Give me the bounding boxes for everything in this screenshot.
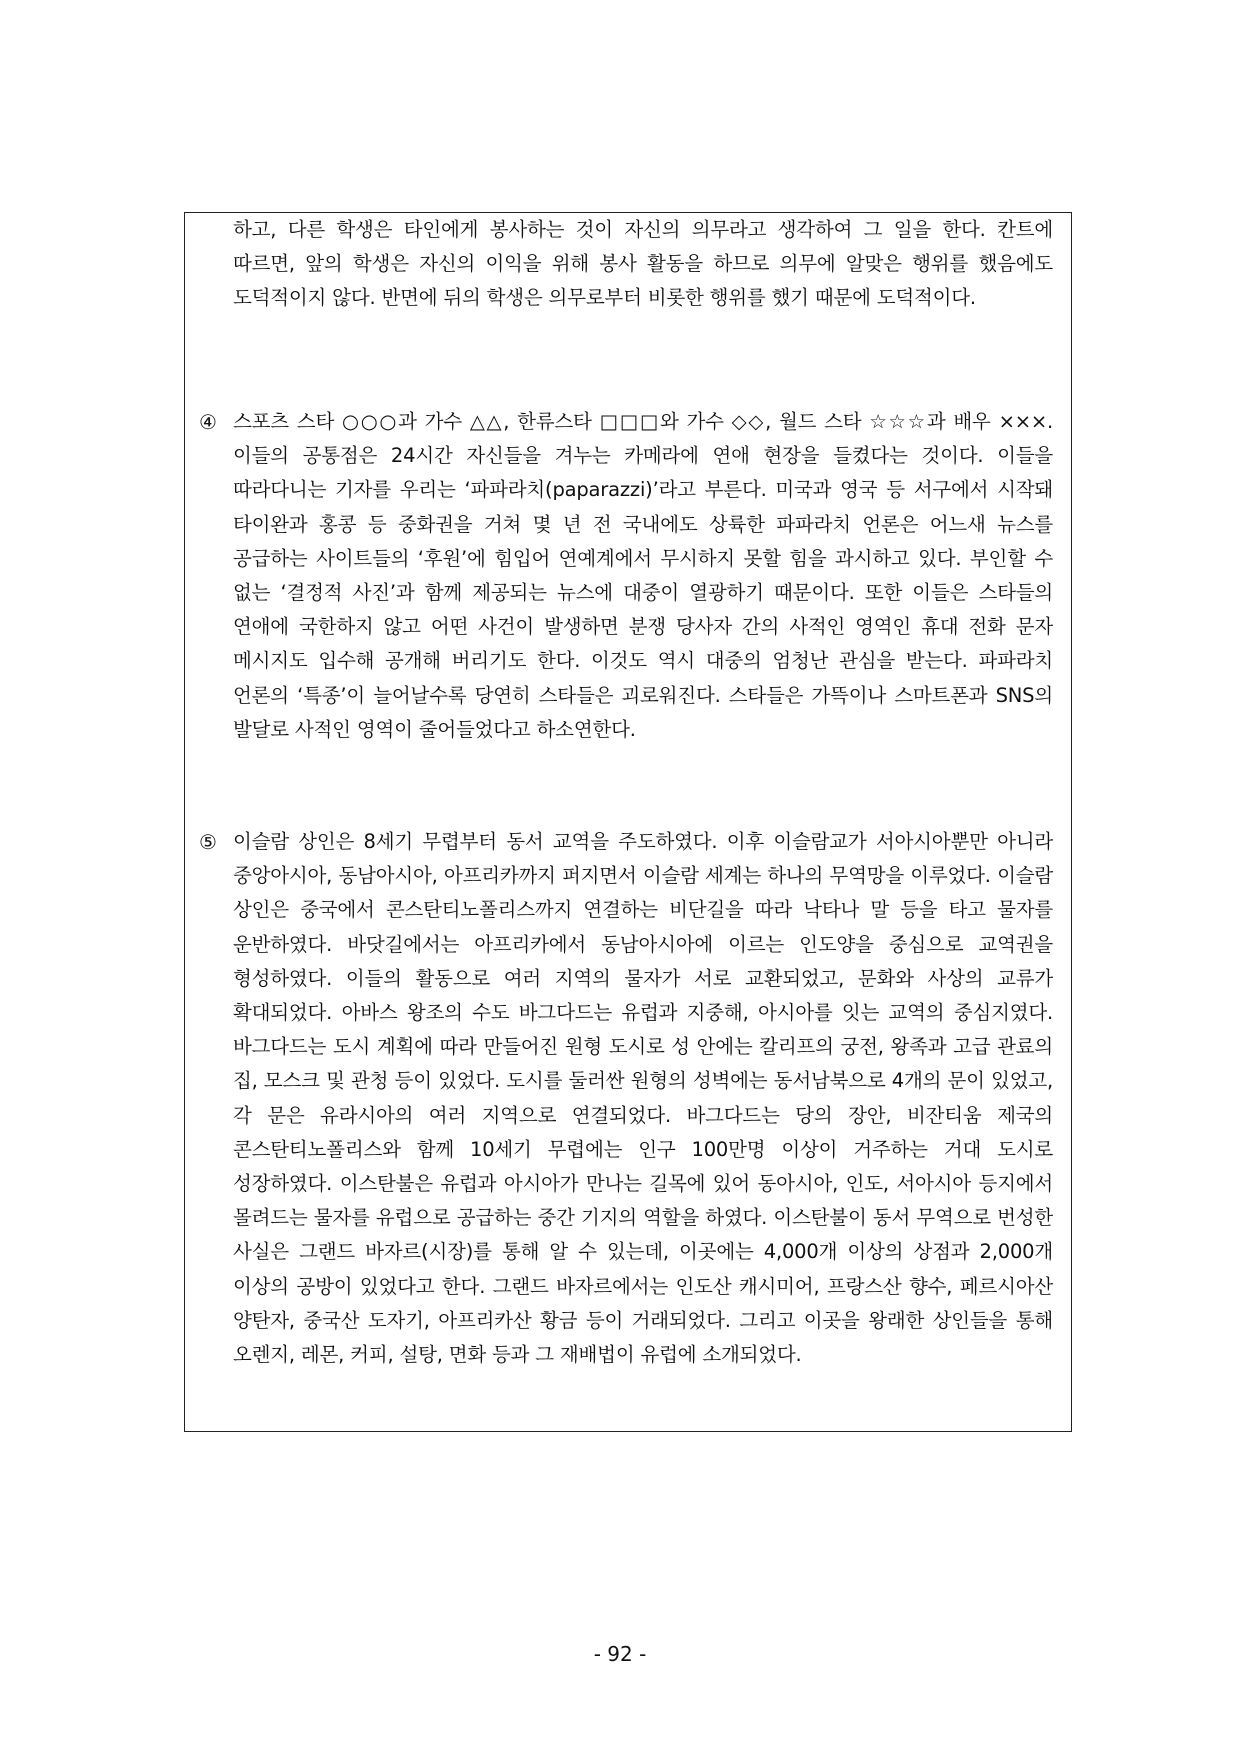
paragraph-text: 스포츠 스타 ○○○과 가수 △△, 한류스타 □□□와 가수 ◇◇, 월드 스타 ☆☆☆과 배우 ×××. 이들의 공통점은 24시간 자신들을 겨누는 카메라에 연애 현장을 들켰다는 것이다. 이들을 따라다니는 기자를 우리는 ‘파파라치(paparazzi)’라고 부른다. 미국과 영국 등 서구에서 시작돼 타이완과 홍콩 등 중화권을 거쳐 몇 년 전 국내에도 상륙한 파파라치 언론은 어느새 뉴스를 공급하는 사이트들의 ‘후원’에 힘입어 연예계에서 무시하지 못할 힘을 과시하고 있다. 부인할 수 없는 ‘결정적 사진’과 함께 제공되는 뉴스에 대중이 열광하기 때문이다. 또한 이들은 스타들의 연애에 국한하지 않고 어떤 사건이 발생하면 분쟁 당사자 간의 사적인 영역인 휴대 전화 문자 메시지도 입수해 공개해 버리기도 한다. 이것도 역시 대중의 엄청난 관심을 받는다. 파파라치 언론의 ‘특종’이 늘어날수록 당연히 스타들은 괴로워진다. 스타들은 가뜩이나 스마트폰과 SNS의 발달로 사적인 영역이 줄어들었다고 하소연한다.: [233, 410, 1053, 741]
paragraph-text: 하고, 다른 학생은 타인에게 봉사하는 것이 자신의 의무라고 생각하여 그 일을 한다. 칸트에 따르면, 앞의 학생은 자신의 이익을 위해 봉사 활동을 하므로 의무에 알맞은 행위를 했음에도 도덕적이지 않다. 반면에 뒤의 학생은 의무로부터 비롯한 행위를 했기 때문에 도덕적이다.: [233, 218, 1053, 310]
item-number-marker: ⑤: [199, 830, 217, 854]
page-number: - 92 -: [593, 1642, 647, 1666]
content-box: [184, 212, 1072, 1432]
paragraph-continuation: [233, 213, 1053, 316]
item-number-marker: ④: [199, 410, 217, 434]
paragraph-item-4: [199, 405, 1053, 747]
paragraph-item-5: [199, 825, 1053, 1372]
paragraph-text: 이슬람 상인은 8세기 무렵부터 동서 교역을 주도하였다. 이후 이슬람교가 서아시아뿐만 아니라 중앙아시아, 동남아시아, 아프리카까지 퍼지면서 이슬람 세계는 하나의 무역망을 이루었다. 이슬람 상인은 중국에서 콘스탄티노폴리스까지 연결하는 비단길을 따라 낙타나 말 등을 타고 물자를 운반하였다. 바닷길에서는 아프리카에서 동남아시아에 이르는 인도양을 중심으로 교역권을 형성하였다. 이들의 활동으로 여러 지역의 물자가 서로 교환되었고, 문화와 사상의 교류가 확대되었다. 아바스 왕조의 수도 바그다드는 유럽과 지중해, 아시아를 잇는 교역의 중심지였다. 바그다드는 도시 계획에 따라 만들어진 원형 도시로 성 안에는 칼리프의 궁전, 왕족과 고급 관료의 집, 모스크 및 관청 등이 있었다. 도시를 둘러싼 원형의 성벽에는 동서남북으로 4개의 문이 있었고, 각 문은 유라시아의 여러 지역으로 연결되었다. 바그다드는 당의 장안, 비잔티움 제국의 콘스탄티노폴리스와 함께 10세기 무렵에는 인구 100만명 이상이 거주하는 거대 도시로 성장하였다. 이스탄불은 유럽과 아시아가 만나는 길목에 있어 동아시아, 인도, 서아시아 등지에서 몰려드는 물자를 유럽으로 공급하는 중간 기지의 역할을 하였다. 이스탄불이 동서 무역으로 번성한 사실은 그랜드 바자르(시장)를 통해 알 수 있는데, 이곳에는 4,000개 이상의 상점과 2,000개 이상의 공방이 있었다고 한다. 그랜드 바자르에서는 인도산 캐시미어, 프랑스산 향수, 페르시아산 양탄자, 중국산 도자기, 아프리카산 황금 등이 거래되었다. 그리고 이곳을 왕래한 상인들을 통해 오렌지, 레몬, 커피, 설탕, 면화 등과 그 재배법이 유럽에 소개되었다.: [233, 830, 1053, 1367]
